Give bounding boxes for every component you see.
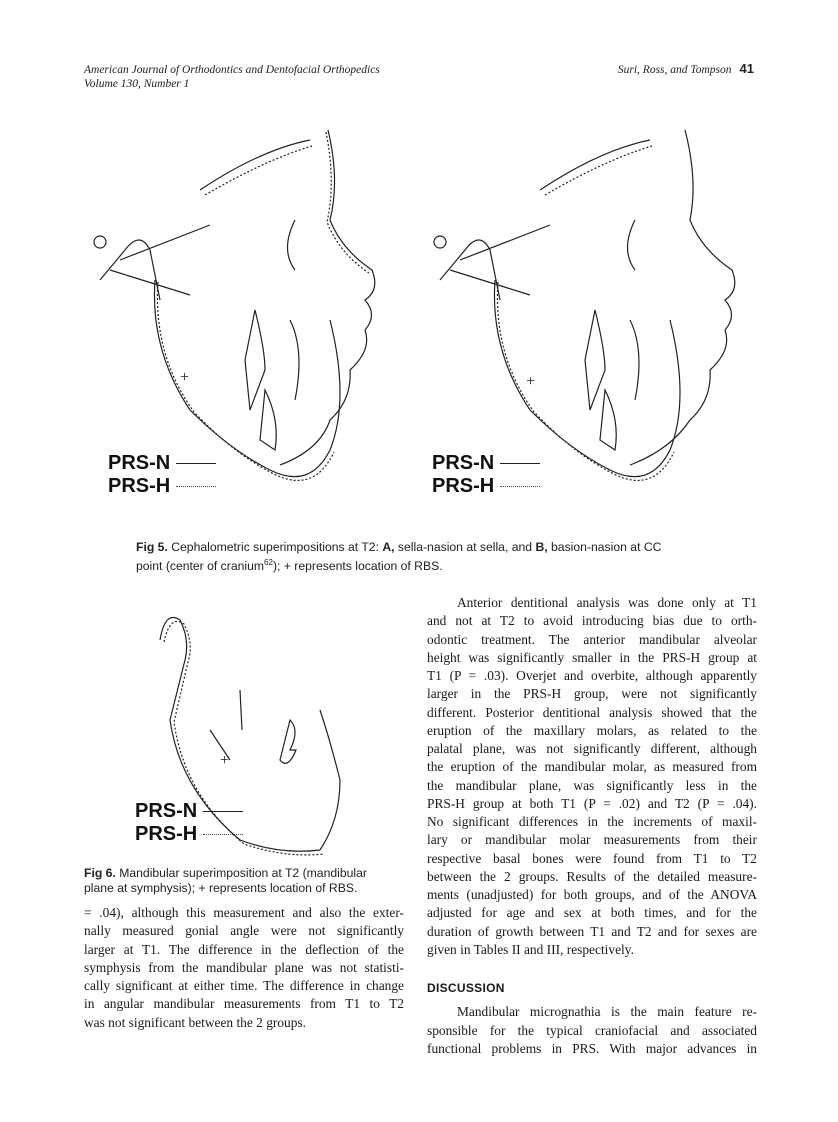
text-line: given in Tables II and III, respectively. xyxy=(427,941,634,957)
svg-text:+: + xyxy=(526,373,536,390)
legend-prs-h: PRS-H xyxy=(432,475,540,498)
running-header-right xyxy=(618,62,754,77)
figure-5a-legend xyxy=(108,452,216,498)
figure-6-caption: Fig 6. Mandibular superimposition at T2 (mandibular plane at symphysis); + represents location of RBS. xyxy=(84,866,367,895)
journal-title: American Journal of Orthodontics and Dentofacial Orthopedics xyxy=(84,64,380,76)
authors: Suri, Ross, and Tompson xyxy=(617,64,732,76)
text-line: odontic treatment. The anterior mandibular alveolar xyxy=(427,631,757,647)
text-line: in angular mandibular measurements from T1 to T2 xyxy=(84,996,404,1012)
text-line: functional problems in PRS. With major advances in xyxy=(427,1040,757,1056)
legend-prs-h: PRS-H xyxy=(135,823,243,846)
text-line: = .04), although this measurement and also the exter- xyxy=(84,905,404,920)
text-line: respective basal bones were found from T1 to T2 xyxy=(427,850,757,866)
legend-prs-n: PRS-N xyxy=(432,452,540,475)
section-heading-discussion: DISCUSSION xyxy=(427,981,505,995)
right-column-text xyxy=(427,594,757,1058)
text-line: No significant differences in the increments of maxil- xyxy=(427,814,757,829)
page-number: 41 xyxy=(739,61,754,76)
figure-5b-legend xyxy=(432,452,540,498)
svg-text:+: + xyxy=(220,752,230,769)
figure-5-caption: Fig 5. Cephalometric superimpositions at T2: A, sella-nasion at sella, and B, basion-nasion at CC point (center of cranium$^{62}$); + represents location of RBS. xyxy=(136,540,662,574)
svg-text:+: + xyxy=(180,369,190,386)
text-line: Anterior dentitional analysis was done only at T1 xyxy=(457,595,757,610)
text-line: eruption of the maxillary molars, as related to the xyxy=(427,722,757,738)
text-line: cally significant at either time. The difference in change xyxy=(84,978,404,993)
text-line: larger in the PRS-H group, were not significantly xyxy=(427,686,757,702)
legend-prs-h: PRS-H xyxy=(108,475,216,498)
running-header-left xyxy=(84,63,380,91)
text-line: symphysis from the mandibular plane was not statisti- xyxy=(84,959,404,975)
text-line: larger at T1. The difference in the deflection of the xyxy=(84,941,404,957)
text-line: adjusted for age and sex at both times, and for the xyxy=(427,905,757,921)
legend-prs-n: PRS-N xyxy=(135,800,243,823)
text-line: PRS-H group at both T1 (P = .02) and T2 (P = .04). xyxy=(427,795,757,811)
text-line: and not at T2 to avoid introducing bias due to orth- xyxy=(427,613,757,629)
text-line: the eruption of the mandibular molar, as measured from xyxy=(427,759,757,775)
text-line: Mandibular micrognathia is the main feature re- xyxy=(457,1004,757,1020)
text-line: lary or mandibular molar measurements from their xyxy=(427,832,757,848)
text-line: between the 2 groups. Results of the detailed measure- xyxy=(427,868,757,884)
text-line: sponsible for the typical craniofacial and associated xyxy=(427,1022,757,1038)
text-line: was not significant between the 2 groups. xyxy=(84,1014,307,1030)
text-line: ments (unadjusted) for both groups, and of the ANOVA xyxy=(427,887,757,902)
text-line: palatal plane, was not significantly different, although xyxy=(427,741,757,756)
legend-prs-n: PRS-N xyxy=(108,452,216,475)
text-line: different. Posterior dentitional analysis showed that the xyxy=(427,704,757,720)
text-line: the mandibular plane, was significantly less in the xyxy=(427,777,757,793)
text-line: nally measured gonial angle were not significantly xyxy=(84,923,404,939)
text-line: height was significantly smaller in the PRS-H group at xyxy=(427,649,757,665)
text-line: T1 (P = .03). Overjet and overbite, although apparently xyxy=(427,668,757,683)
text-line: duration of growth between T1 and T2 and for sexes are xyxy=(427,923,757,939)
journal-volume: Volume 130, Number 1 xyxy=(84,78,190,90)
left-column-text xyxy=(84,904,404,1032)
figure-6-legend xyxy=(135,800,243,846)
